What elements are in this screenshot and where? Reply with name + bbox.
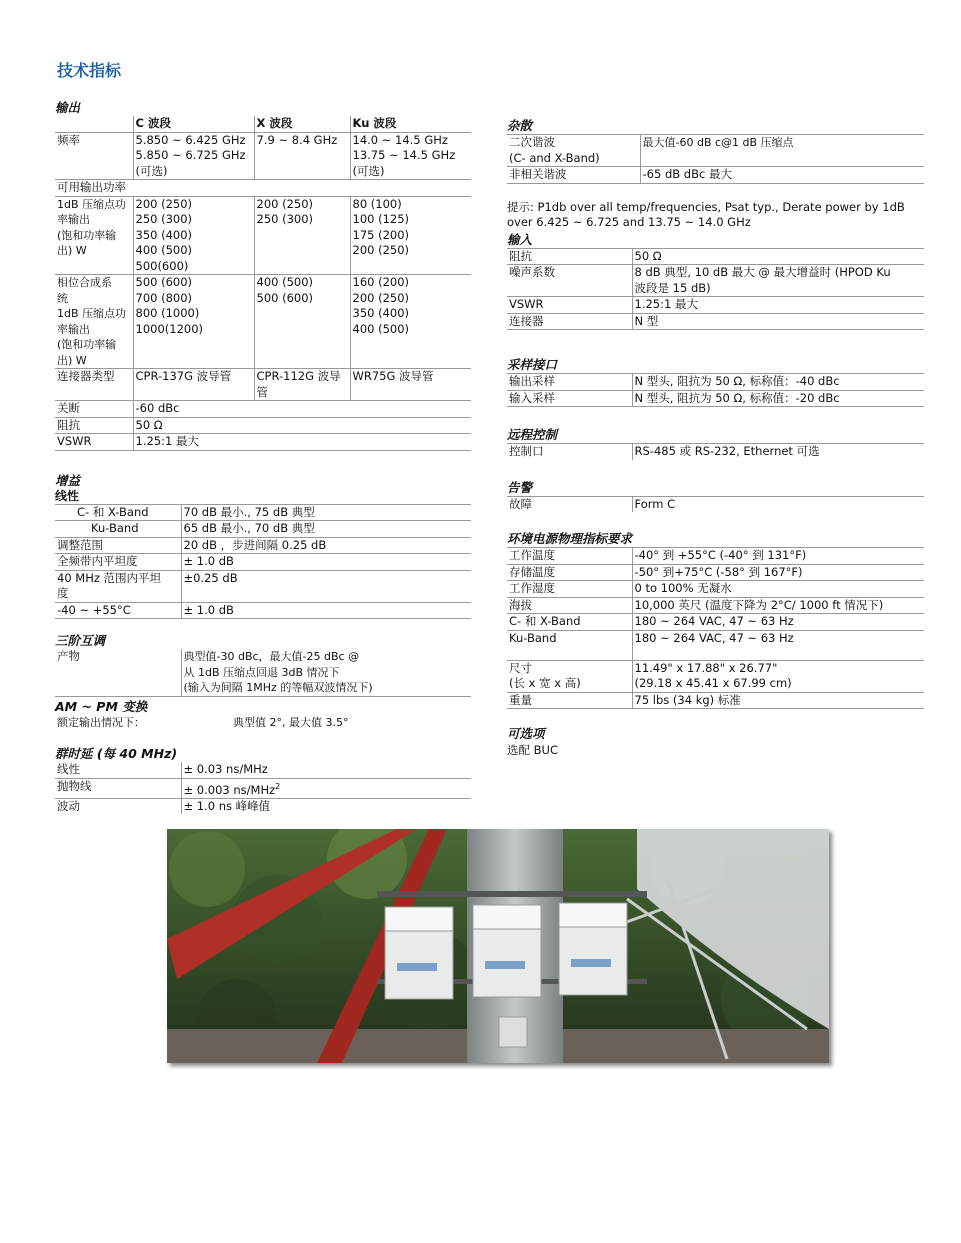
input-value: 1.25:1 最大 bbox=[632, 297, 924, 314]
spurious-table bbox=[507, 134, 924, 184]
gain-row-label: 调整范围 bbox=[55, 537, 181, 554]
imd-row bbox=[55, 649, 471, 696]
ampm-value: 典型值 2°, 最大值 3.5° bbox=[233, 715, 349, 729]
env-value: -50° 到+75°C (-58° 到 167°F) bbox=[632, 564, 924, 581]
left-column bbox=[55, 100, 471, 814]
input-value: 8 dB 典型, 10 dB 最大 @ 最大增益时 (HPOD Ku 波段是 15 dB) bbox=[632, 265, 924, 297]
output-header-x: X 波段 bbox=[254, 116, 350, 132]
input-row bbox=[507, 313, 924, 330]
gain-row-label: 40 MHz 范围内平坦 度 bbox=[55, 570, 181, 602]
group-delay-exponent: 2 bbox=[275, 781, 281, 791]
frequency-c: 5.850 ~ 6.425 GHz 5.850 ~ 6.725 GHz (可选) bbox=[133, 132, 254, 180]
remote-label: 控制口 bbox=[507, 444, 632, 460]
group-delay-table bbox=[55, 762, 471, 814]
spurious-label: 非相关谐波 bbox=[507, 167, 640, 184]
spurious-value: 最大值-60 dB c@1 dB 压缩点 bbox=[640, 135, 924, 167]
remote-row bbox=[507, 444, 924, 460]
input-row bbox=[507, 248, 924, 265]
gain-row-label: -40 ~ +55°C bbox=[55, 602, 181, 619]
group-delay-row bbox=[55, 762, 471, 778]
gain-section-title: 增益 bbox=[55, 472, 81, 488]
spurious-value: -65 dB dBc 最大 bbox=[640, 167, 924, 184]
alarm-label: 故障 bbox=[507, 496, 632, 512]
gain-row bbox=[55, 570, 471, 602]
sampling-row bbox=[507, 390, 924, 407]
gain-row-value: ± 1.0 dB bbox=[181, 602, 471, 619]
input-section-title: 输入 bbox=[507, 231, 533, 247]
p1db-ku: 80 (100) 100 (125) 175 (200) 200 (250) bbox=[350, 196, 471, 275]
remote-section-title: 远程控制 bbox=[507, 427, 558, 442]
output-power-label-row bbox=[55, 180, 471, 197]
amplifier-unit bbox=[385, 907, 453, 999]
output-table bbox=[55, 116, 471, 451]
input-value: 50 Ω bbox=[632, 248, 924, 265]
output-impedance-row bbox=[55, 417, 471, 434]
note-text: 提示: P1db over all temp/frequencies, Psat typ., Derate power by 1dB over 6.425 ~ 6.725 and 13.75 ~ 14.0 GHz bbox=[507, 199, 905, 229]
imd-table bbox=[55, 649, 471, 697]
output-p1db-row bbox=[55, 196, 471, 275]
group-delay-value: ± 1.0 ns 峰峰值 bbox=[181, 798, 471, 814]
env-row bbox=[507, 548, 924, 565]
output-phased-row bbox=[55, 275, 471, 369]
remote-table bbox=[507, 443, 924, 460]
input-row bbox=[507, 297, 924, 314]
phased-c: 500 (600) 700 (800) 800 (1000) 1000(1200) bbox=[133, 275, 254, 369]
input-label: 阻抗 bbox=[507, 248, 632, 265]
group-delay-value: ± 0.03 ns/MHz bbox=[181, 762, 471, 778]
input-label: 连接器 bbox=[507, 313, 632, 330]
gain-row bbox=[55, 554, 471, 571]
options-value: 选配 BUC bbox=[507, 743, 558, 757]
connector-x: CPR-112G 波导管 bbox=[254, 369, 350, 401]
frequency-label: 频率 bbox=[55, 132, 133, 180]
group-delay-label: 波动 bbox=[57, 798, 80, 813]
power-label: 可用输出功率 bbox=[55, 180, 471, 197]
p1db-c: 200 (250) 250 (300) 350 (400) 400 (500) 500(600) bbox=[133, 196, 254, 275]
ampm-section-title: AM ~ PM 变换 bbox=[55, 698, 148, 714]
env-value: 180 ~ 264 VAC, 47 ~ 63 Hz bbox=[632, 630, 924, 660]
options-section-title: 可选项 bbox=[507, 726, 545, 741]
sampling-value: N 型头, 阻抗为 50 Ω, 标称值：-20 dBc bbox=[632, 390, 924, 407]
env-label: 海拔 bbox=[507, 597, 632, 614]
ampm-label: 额定输出情况下： bbox=[57, 715, 145, 729]
spurious-row bbox=[507, 167, 924, 184]
gain-row-value: 65 dB 最小., 70 dB 典型 bbox=[181, 521, 471, 538]
phased-label: 相位合成系 统 1dB 压缩点功 率输出 (饱和功率输 出) W bbox=[55, 275, 133, 369]
group-delay-row bbox=[55, 798, 471, 814]
isolation-label: 关断 bbox=[55, 401, 133, 418]
output-connector-row bbox=[55, 369, 471, 401]
group-delay-label: 抛物线 bbox=[55, 778, 181, 798]
gain-row bbox=[55, 504, 471, 521]
env-value: 0 to 100% 无凝水 bbox=[632, 581, 924, 598]
amplifier-unit bbox=[559, 903, 627, 995]
gain-row bbox=[55, 521, 471, 538]
ampm-row bbox=[55, 715, 471, 731]
group-delay-label: 线性 bbox=[55, 762, 181, 778]
env-row bbox=[507, 692, 924, 709]
mount-rail bbox=[377, 891, 647, 897]
spurious-label: 二次谐波 (C- and X-Band) bbox=[507, 135, 640, 167]
sampling-label: 输入采样 bbox=[507, 390, 632, 407]
input-label: VSWR bbox=[507, 297, 632, 314]
env-label: Ku-Band bbox=[507, 630, 632, 660]
env-row bbox=[507, 564, 924, 581]
env-value: 75 lbs (34 kg) 标准 bbox=[632, 692, 924, 709]
group-delay-row bbox=[55, 778, 471, 798]
output-header-row bbox=[55, 116, 471, 132]
gain-row-value: 70 dB 最小., 75 dB 典型 bbox=[181, 504, 471, 521]
group-delay-value-cell bbox=[181, 778, 471, 798]
page-title: 技术指标 bbox=[57, 61, 122, 80]
output-header-c: C 波段 bbox=[133, 116, 254, 132]
output-section-title: 输出 bbox=[55, 100, 81, 115]
env-value: 11.49" x 17.88" x 26.77" (29.18 x 45.41 x 67.99 cm) bbox=[632, 660, 924, 692]
output-isolation-row bbox=[55, 401, 471, 418]
sampling-section-title: 采样接口 bbox=[507, 357, 558, 372]
spurious-row bbox=[507, 135, 924, 167]
env-label: 工作温度 bbox=[507, 548, 632, 565]
imd-section-title: 三阶互调 bbox=[55, 633, 106, 648]
env-value: 180 ~ 264 VAC, 47 ~ 63 Hz bbox=[632, 614, 924, 631]
alarm-section-title: 告警 bbox=[507, 479, 533, 495]
connector-ku: WR75G 波导管 bbox=[350, 369, 471, 401]
env-row bbox=[507, 614, 924, 631]
group-delay-value: ± 0.003 ns/MHz bbox=[183, 782, 276, 797]
sampling-value: N 型头, 阻抗为 50 Ω, 标称值：-40 dBc bbox=[632, 374, 924, 391]
impedance-label: 阻抗 bbox=[55, 417, 133, 434]
equipment-photo bbox=[167, 829, 829, 1063]
alarm-value: Form C bbox=[632, 496, 924, 512]
vswr-value: 1.25:1 最大 bbox=[133, 434, 471, 451]
isolation-value: -60 dBc bbox=[133, 401, 471, 418]
junction-box bbox=[499, 1017, 527, 1047]
imd-label: 产物 bbox=[55, 649, 181, 696]
amplifier-unit bbox=[473, 905, 541, 997]
gain-row-label: C- 和 X-Band bbox=[55, 504, 181, 521]
gain-row-label: 全频带内平坦度 bbox=[55, 554, 181, 571]
gain-row bbox=[55, 602, 471, 619]
sampling-label: 输出采样 bbox=[507, 374, 632, 391]
gain-subtitle: 线性 bbox=[55, 488, 80, 503]
env-row bbox=[507, 660, 924, 692]
env-row bbox=[507, 597, 924, 614]
env-label: C- 和 X-Band bbox=[507, 614, 632, 631]
right-column bbox=[507, 118, 924, 758]
remote-value: RS-485 或 RS-232, Ethernet 可选 bbox=[632, 444, 924, 460]
env-label: 工作湿度 bbox=[507, 581, 632, 598]
impedance-value: 50 Ω bbox=[133, 417, 471, 434]
p1db-x: 200 (250) 250 (300) bbox=[254, 196, 350, 275]
env-table bbox=[507, 547, 924, 709]
output-header-blank bbox=[55, 116, 133, 132]
env-label: 重量 bbox=[507, 692, 632, 709]
ampm-table bbox=[55, 715, 471, 731]
alarm-row bbox=[507, 496, 924, 512]
gain-row-label: Ku-Band bbox=[55, 521, 181, 538]
p1db-label: 1dB 压缩点功 率输出 (饱和功率输 出) W bbox=[55, 196, 133, 275]
connector-label: 连接器类型 bbox=[55, 369, 133, 401]
env-value: 10,000 英尺 (温度下降为 2°C/ 1000 ft 情况下) bbox=[632, 597, 924, 614]
sampling-table bbox=[507, 373, 924, 407]
input-table bbox=[507, 248, 924, 331]
gain-row-value: 20 dB ，步进间隔 0.25 dB bbox=[181, 537, 471, 554]
spurious-section-title: 杂散 bbox=[507, 118, 533, 133]
env-row bbox=[507, 630, 924, 660]
alarm-table bbox=[507, 496, 924, 513]
env-label: 尺寸 (长 x 宽 x 高) bbox=[507, 660, 632, 692]
input-row bbox=[507, 265, 924, 297]
env-section-title: 环境电源物理指标要求 bbox=[507, 531, 633, 546]
equipment-photo-illustration bbox=[167, 829, 829, 1063]
gain-row bbox=[55, 537, 471, 554]
frequency-ku: 14.0 ~ 14.5 GHz 13.75 ~ 14.5 GHz (可选) bbox=[350, 132, 471, 180]
phased-x: 400 (500) 500 (600) bbox=[254, 275, 350, 369]
connector-c: CPR-137G 波导管 bbox=[133, 369, 254, 401]
input-value: N 型 bbox=[632, 313, 924, 330]
group-delay-section-title: 群时延 (每 40 MHz) bbox=[55, 746, 178, 761]
gain-row-value: ±0.25 dB bbox=[181, 570, 471, 602]
env-label: 存储温度 bbox=[507, 564, 632, 581]
imd-value: 典型值-30 dBc，最大值-25 dBc @ 从 1dB 压缩点回退 3dB 情况下 (输入为间隔 1MHz 的等幅双波情况下) bbox=[181, 649, 471, 696]
input-label: 噪声系数 bbox=[507, 265, 632, 297]
sampling-row bbox=[507, 374, 924, 391]
env-row bbox=[507, 581, 924, 598]
output-header-ku: Ku 波段 bbox=[350, 116, 471, 132]
gain-table bbox=[55, 504, 471, 620]
phased-ku: 160 (200) 200 (250) 350 (400) 400 (500) bbox=[350, 275, 471, 369]
vswr-label: VSWR bbox=[55, 434, 133, 451]
output-frequency-row bbox=[55, 132, 471, 180]
gain-row-value: ± 1.0 dB bbox=[181, 554, 471, 571]
frequency-x: 7.9 ~ 8.4 GHz bbox=[254, 132, 350, 180]
output-vswr-row bbox=[55, 434, 471, 451]
env-value: -40° 到 +55°C (-40° 到 131°F) bbox=[632, 548, 924, 565]
